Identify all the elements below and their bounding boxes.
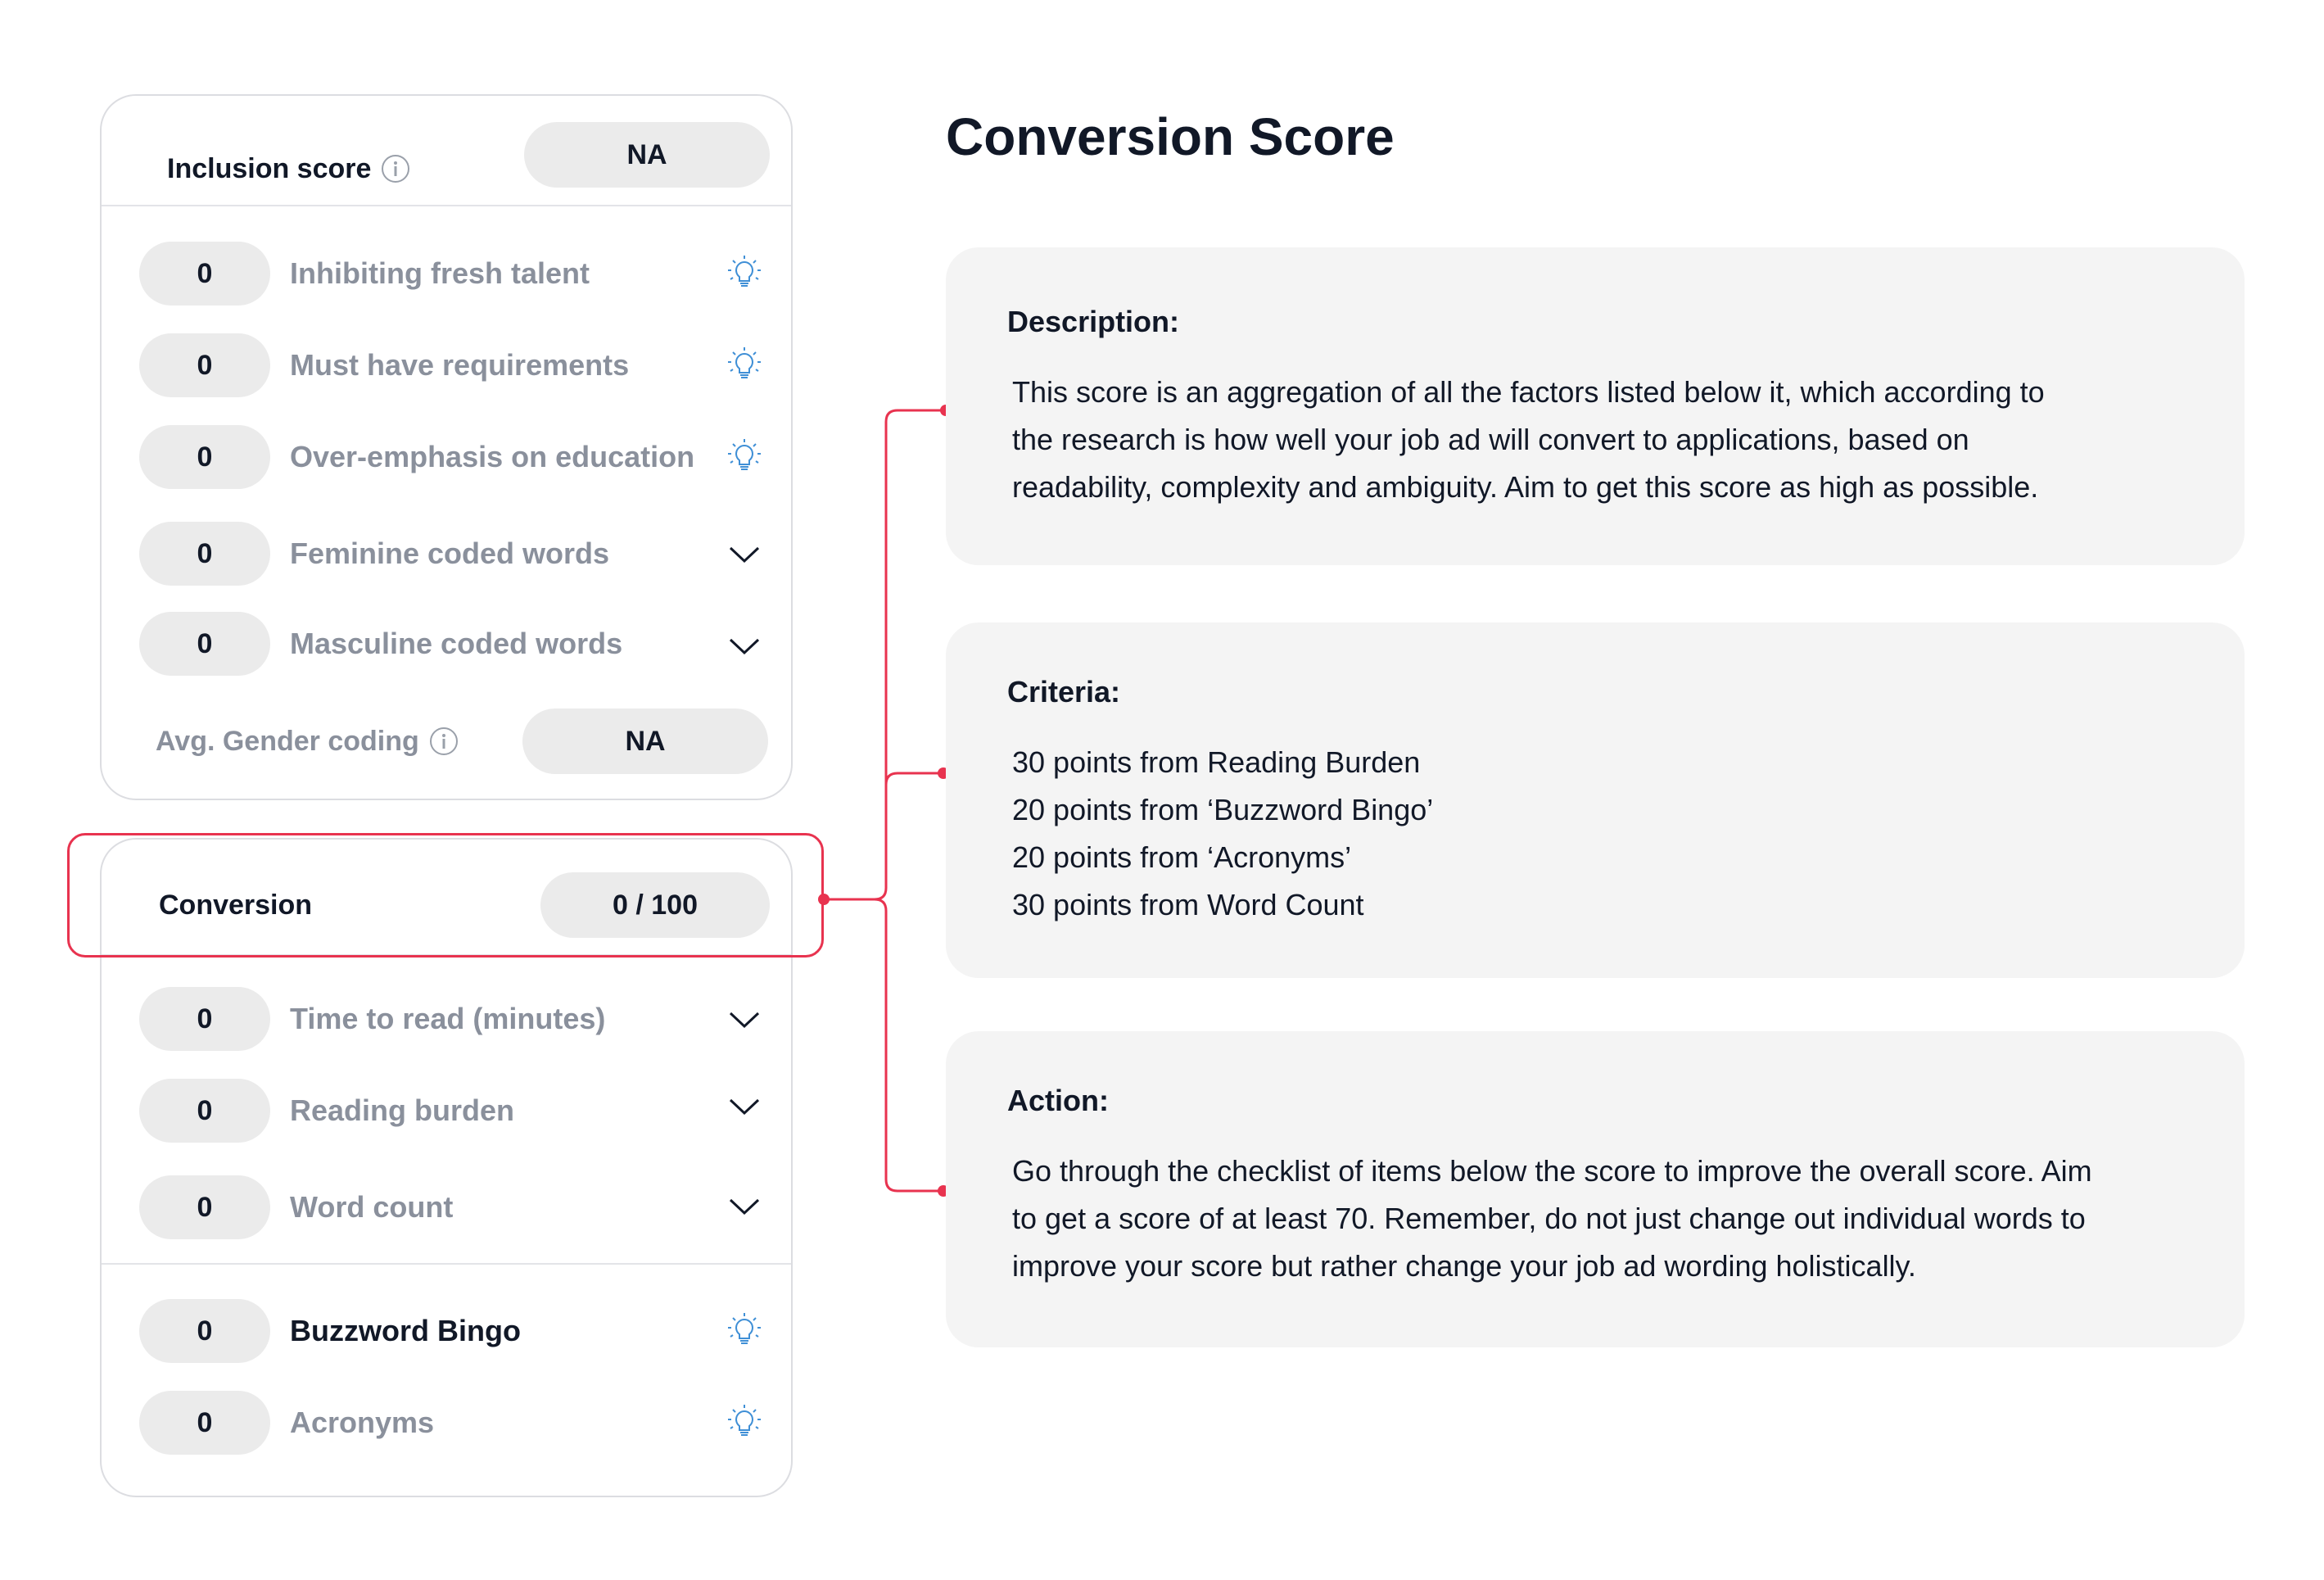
row-label: Feminine coded words <box>290 536 610 570</box>
criteria-panel <box>946 622 2245 978</box>
description-text <box>1012 369 2195 511</box>
action-line: Go through the checklist of items below the score to improve the overall score. Aim <box>1012 1154 2092 1188</box>
action-line: to get a score of at least 70. Remember, do not just change out individual words to <box>1012 1202 2086 1235</box>
row-label: Acronyms <box>290 1406 435 1439</box>
criteria-item: 20 points from ‘Acronyms’ <box>1012 840 1352 874</box>
criteria-item: 20 points from ‘Buzzword Bingo’ <box>1012 793 1434 826</box>
action-panel <box>946 1031 2245 1347</box>
conversion-score-value: 0 / 100 <box>540 872 770 938</box>
criteria-item: 30 points from Reading Burden <box>1012 745 1421 779</box>
row-label: Time to read (minutes) <box>290 1002 606 1035</box>
row-score: 0 <box>139 1175 270 1239</box>
description-line: readability, complexity and ambiguity. Aim to get this score as high as possible. <box>1012 470 2039 504</box>
row-score: 0 <box>139 1391 270 1455</box>
action-line: improve your score but rather change your job ad wording holistically. <box>1012 1249 1916 1283</box>
row-label: Must have requirements <box>290 348 630 382</box>
row-label: Reading burden <box>290 1093 515 1127</box>
row-score: 0 <box>139 242 270 306</box>
description-line: This score is an aggregation of all the factors listed below it, which according to <box>1012 375 2045 409</box>
row-label: Word count <box>290 1190 454 1224</box>
row-label: Buzzword Bingo <box>290 1314 521 1347</box>
row-score: 0 <box>139 522 270 586</box>
action-text <box>1012 1148 2195 1290</box>
action-heading: Action: <box>1007 1084 1109 1117</box>
criteria-list <box>1012 739 2195 929</box>
avg-gender-coding-label: Avg. Gender coding <box>156 725 419 757</box>
row-score: 0 <box>139 987 270 1051</box>
row-label: Inhibiting fresh talent <box>290 256 590 290</box>
row-score: 0 <box>139 1299 270 1363</box>
row-score: 0 <box>139 425 270 489</box>
criteria-heading: Criteria: <box>1007 675 1121 709</box>
row-score: 0 <box>139 612 270 676</box>
description-heading: Description: <box>1007 305 1180 338</box>
description-line: the research is how well your job ad will convert to applications, based on <box>1012 423 1969 456</box>
description-panel <box>946 247 2245 565</box>
avg-gender-coding-value: NA <box>522 709 768 774</box>
criteria-item: 30 points from Word Count <box>1012 888 1364 921</box>
row-label: Masculine coded words <box>290 627 623 660</box>
page-title: Conversion Score <box>946 107 1395 166</box>
row-score: 0 <box>139 333 270 397</box>
inclusion-score-title: Inclusion score <box>167 152 372 184</box>
inclusion-score-value: NA <box>524 122 770 188</box>
conversion-title: Conversion <box>159 889 313 921</box>
row-score: 0 <box>139 1079 270 1143</box>
row-label: Over-emphasis on education <box>290 440 695 473</box>
